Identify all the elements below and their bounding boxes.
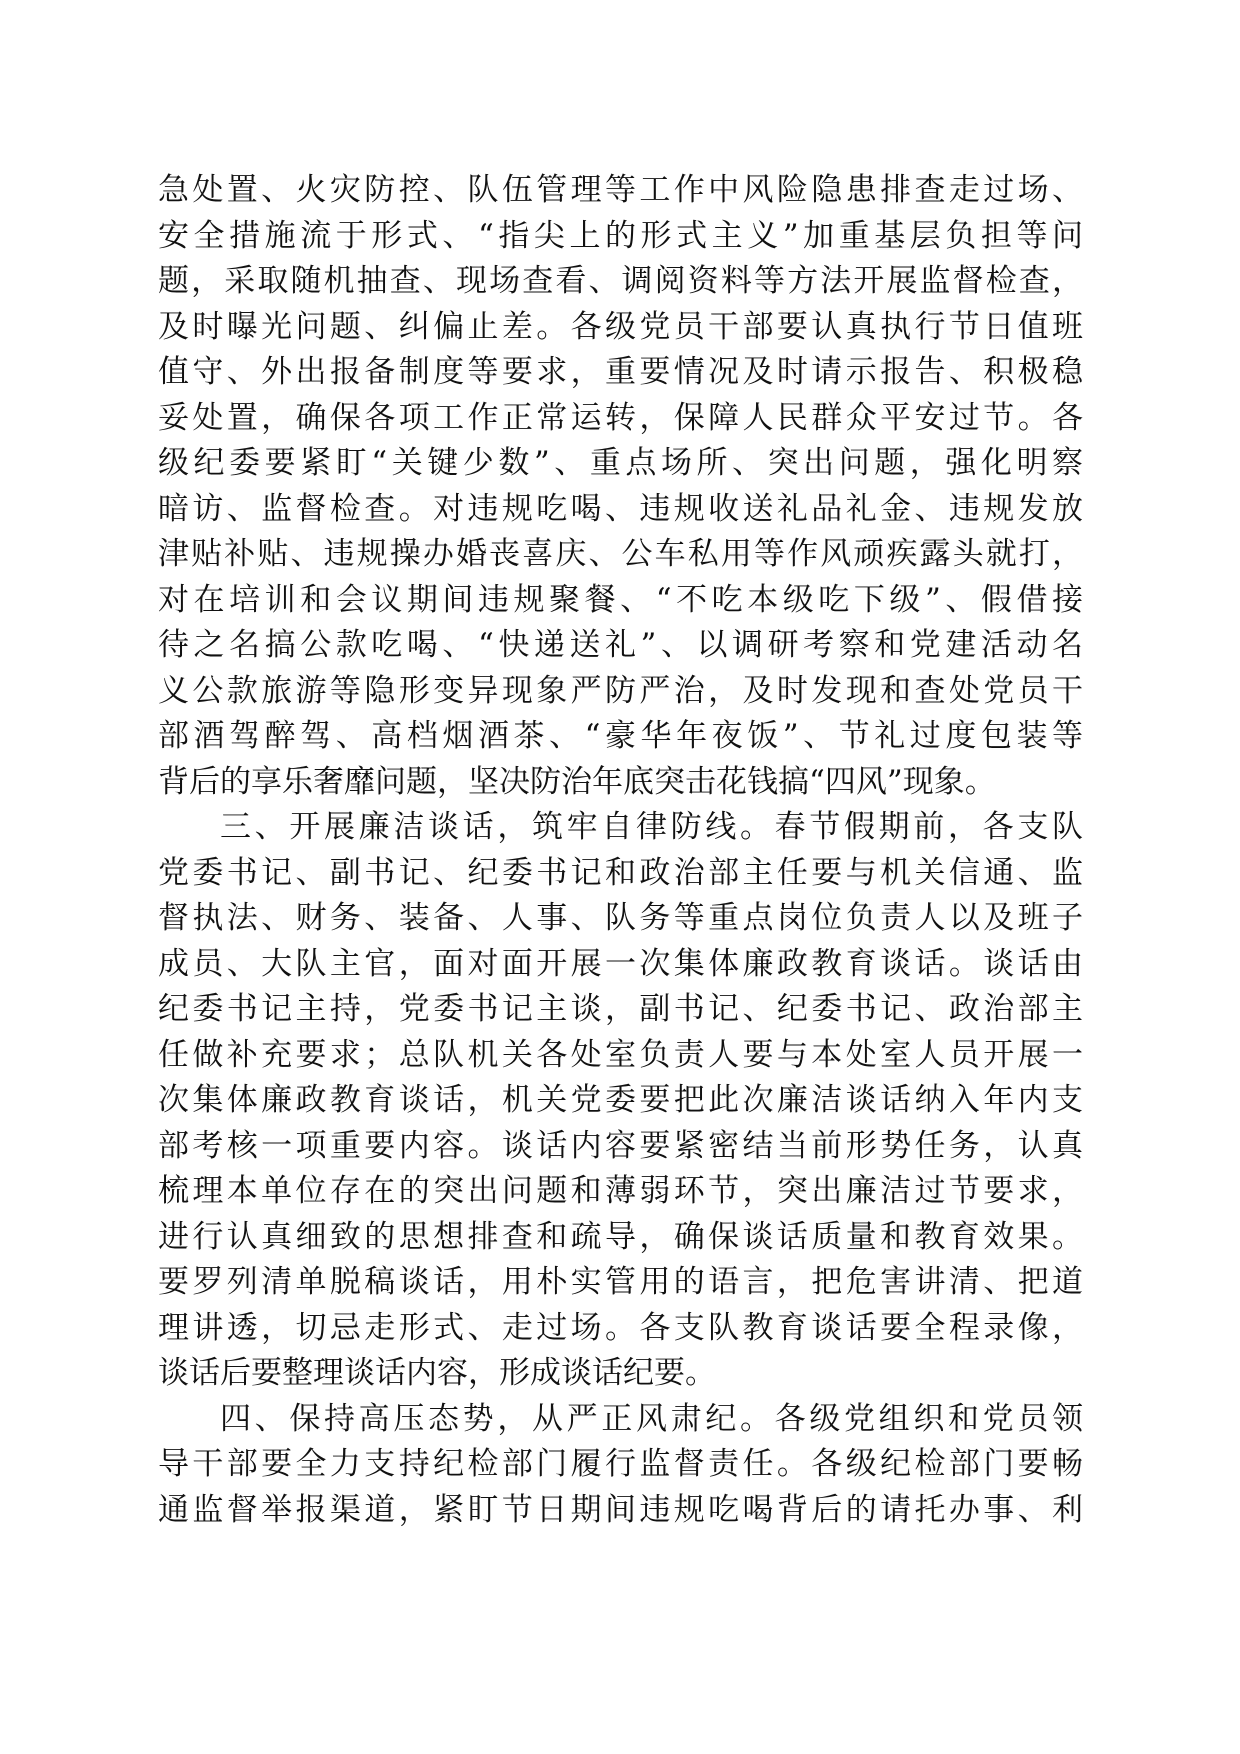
- text-line: 暗访、监督检查。对违规吃喝、违规收送礼品礼金、违规发放: [158, 490, 1083, 527]
- text-line: 导干部要全力支持纪检部门履行监督责任。各级纪检部门要畅: [158, 1446, 1083, 1482]
- text-line: 党委书记、副书记、纪委书记和政治部主任要与机关信通、监: [158, 854, 1083, 891]
- text-line: 督执法、财务、装备、人事、队务等重点岗位负责人以及班子: [158, 900, 1083, 936]
- text-line: 妥处置，确保各项工作正常运转，保障人民群众平安过节。各: [158, 399, 1083, 436]
- text-line: 任做补充要求；总队机关各处室负责人要与本处室人员开展一: [158, 1036, 1083, 1073]
- text-line: 及时曝光问题、纠偏止差。各级党员干部要认真执行节日值班: [158, 308, 1083, 345]
- text-line: 要罗列清单脱稿谈话，用朴实管用的语言，把危害讲清、把道: [158, 1264, 1083, 1300]
- text-line: 津贴补贴、违规操办婚丧喜庆、公车私用等作风顽疾露头就打，: [158, 536, 1083, 572]
- paragraph-1: [158, 168, 1083, 805]
- text-line: 题，采取随机抽查、现场查看、调阅资料等方法开展监督检查，: [158, 263, 1083, 299]
- text-line: 部考核一项重要内容。谈话内容要紧密结当前形势任务，认真: [158, 1127, 1083, 1164]
- text-line: 梳理本单位存在的突出问题和薄弱环节，突出廉洁过节要求，: [158, 1173, 1083, 1209]
- section-heading-line: 三、开展廉洁谈话，筑牢自律防线。春节假期前，各支队: [220, 809, 1083, 845]
- text-line: 级纪委要紧盯“关键少数”、重点场所、突出问题，强化明察: [158, 445, 1083, 481]
- text-line: 通监督举报渠道，紧盯节日期间违规吃喝背后的请托办事、利: [158, 1491, 1083, 1528]
- text-line: 部酒驾醉驾、高档烟酒茶、“豪华年夜饭”、节礼过度包装等: [158, 718, 1083, 754]
- text-line: 成员、大队主官，面对面开展一次集体廉政教育谈话。谈话由: [158, 945, 1083, 982]
- text-line: 急处置、火灾防控、队伍管理等工作中风险隐患排查走过场、: [158, 172, 1083, 208]
- text-line: 进行认真细致的思想排查和疏导，确保谈话质量和教育效果。: [158, 1218, 1083, 1255]
- text-line: 背后的享乐奢靡问题，坚决防治年底突击花钱搞“四风”现象。: [158, 763, 996, 800]
- text-line: 安全措施流于形式、“指尖上的形式主义”加重基层负担等问: [158, 217, 1083, 254]
- text-line: 次集体廉政教育谈话，机关党委要把此次廉洁谈话纳入年内支: [158, 1082, 1083, 1118]
- text-line: 值守、外出报备制度等要求，重要情况及时请示报告、积极稳: [158, 354, 1083, 390]
- text-line: 纪委书记主持，党委书记主谈，副书记、纪委书记、政治部主: [158, 991, 1083, 1027]
- paragraph-3: [158, 1397, 1083, 1534]
- text-line: 谈话后要整理谈话内容，形成谈话纪要。: [158, 1355, 716, 1391]
- text-line: 待之名搞公款吃喝、“快递送礼”、以调研考察和党建活动名: [158, 627, 1083, 663]
- section-heading-line: 四、保持高压态势，从严正风肃纪。各级党组织和党员领: [220, 1400, 1083, 1437]
- text-line: 义公款旅游等隐形变异现象严防严治，及时发现和查处党员干: [158, 672, 1083, 709]
- body-text: [158, 168, 1083, 1533]
- text-line: 理讲透，切忌走形式、走过场。各支队教育谈话要全程录像，: [158, 1309, 1083, 1346]
- paragraph-2: [158, 805, 1083, 1397]
- text-line: 对在培训和会议期间违规聚餐、“不吃本级吃下级”、假借接: [158, 581, 1083, 618]
